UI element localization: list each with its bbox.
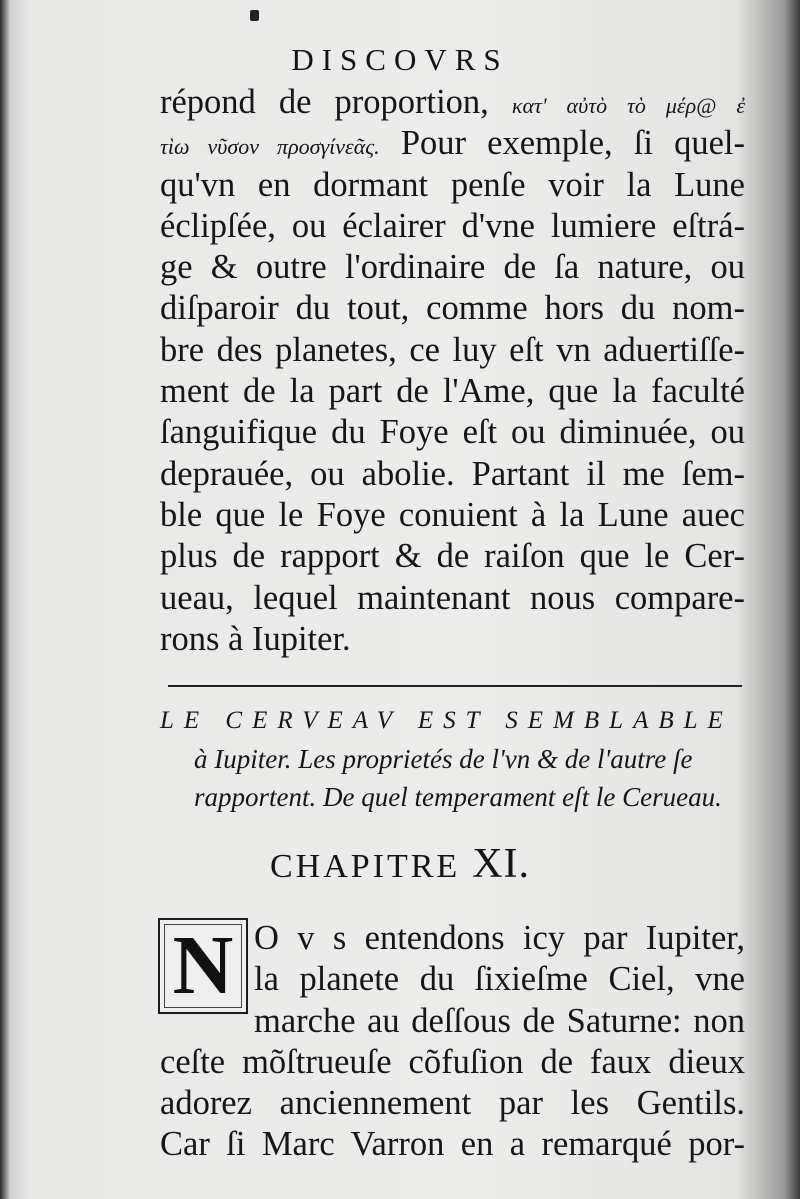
- text-line: ceſte mõſtrueuſe cõfuſion de faux dieux: [160, 1042, 745, 1081]
- summary-line: rapportent. De quel temperament eſt le Cerueau.: [194, 782, 722, 812]
- text-line: ge & outre l'ordinaire de ſa nature, ou: [160, 248, 745, 287]
- summary-line: à Iupiter. Les proprietés de l'vn & de l'autre ſe: [194, 744, 693, 774]
- text-line: deprauée, ou abolie. Partant il me ſem-: [160, 454, 745, 493]
- ink-mark: [250, 10, 259, 21]
- text-line: ment de la part de l'Ame, que la faculté: [160, 372, 745, 411]
- text-line: ble que le Foye conuient à la Lune auec: [160, 495, 745, 534]
- text-line: diſparoir du tout, comme hors du nom-: [160, 289, 745, 328]
- text-line: O v s entendons icy par Iupiter,: [254, 919, 745, 957]
- section-divider: [168, 685, 742, 687]
- text-line: répond de proportion, κατ' αὐτὸ τὸ μέρ@ ἐ: [160, 83, 746, 121]
- text-line: ueau, lequel maintenant nous compare-: [160, 578, 745, 617]
- summary-line: LE CERVEAV EST SEMBLABLE: [160, 707, 733, 734]
- chapter-summary: [160, 702, 745, 816]
- text-line: éclipſée, ou éclairer d'vne lumiere eſtrá-: [160, 206, 745, 245]
- text-line: qu'vn en dormant penſe voir la Lune: [160, 165, 745, 204]
- text-line: la planete du ſixieſme Ciel, vne: [254, 960, 745, 999]
- running-head: DISCOVRS: [291, 42, 509, 77]
- text-line: marche au deſſous de Saturne: non: [254, 1001, 745, 1040]
- text-line: τὶω νῦσον προσγίνεᾶς. Pour exemple, ſi quel-: [160, 124, 745, 163]
- text-line: ſanguifique du Foye eſt ou diminuée, ou: [160, 413, 745, 452]
- chapter-label: CHAPITRE: [269, 848, 461, 885]
- text-line: rons à Iupiter.: [160, 619, 351, 658]
- text-line: adorez anciennement par les Gentils.: [160, 1084, 745, 1123]
- text-line: Car ſi Marc Varron en a remarqué por-: [160, 1125, 745, 1164]
- chapter-paragraph: [160, 918, 745, 1166]
- initial-letter: N: [172, 919, 234, 1012]
- text-line: plus de rapport & de raiſon que le Cer-: [160, 537, 745, 576]
- text-line: bre des planetes, ce luy eſt vn aduertiſſe-: [160, 330, 745, 369]
- chapter-number: XI.: [472, 841, 531, 887]
- body-paragraph: [160, 82, 745, 660]
- chapter-heading: [0, 840, 800, 888]
